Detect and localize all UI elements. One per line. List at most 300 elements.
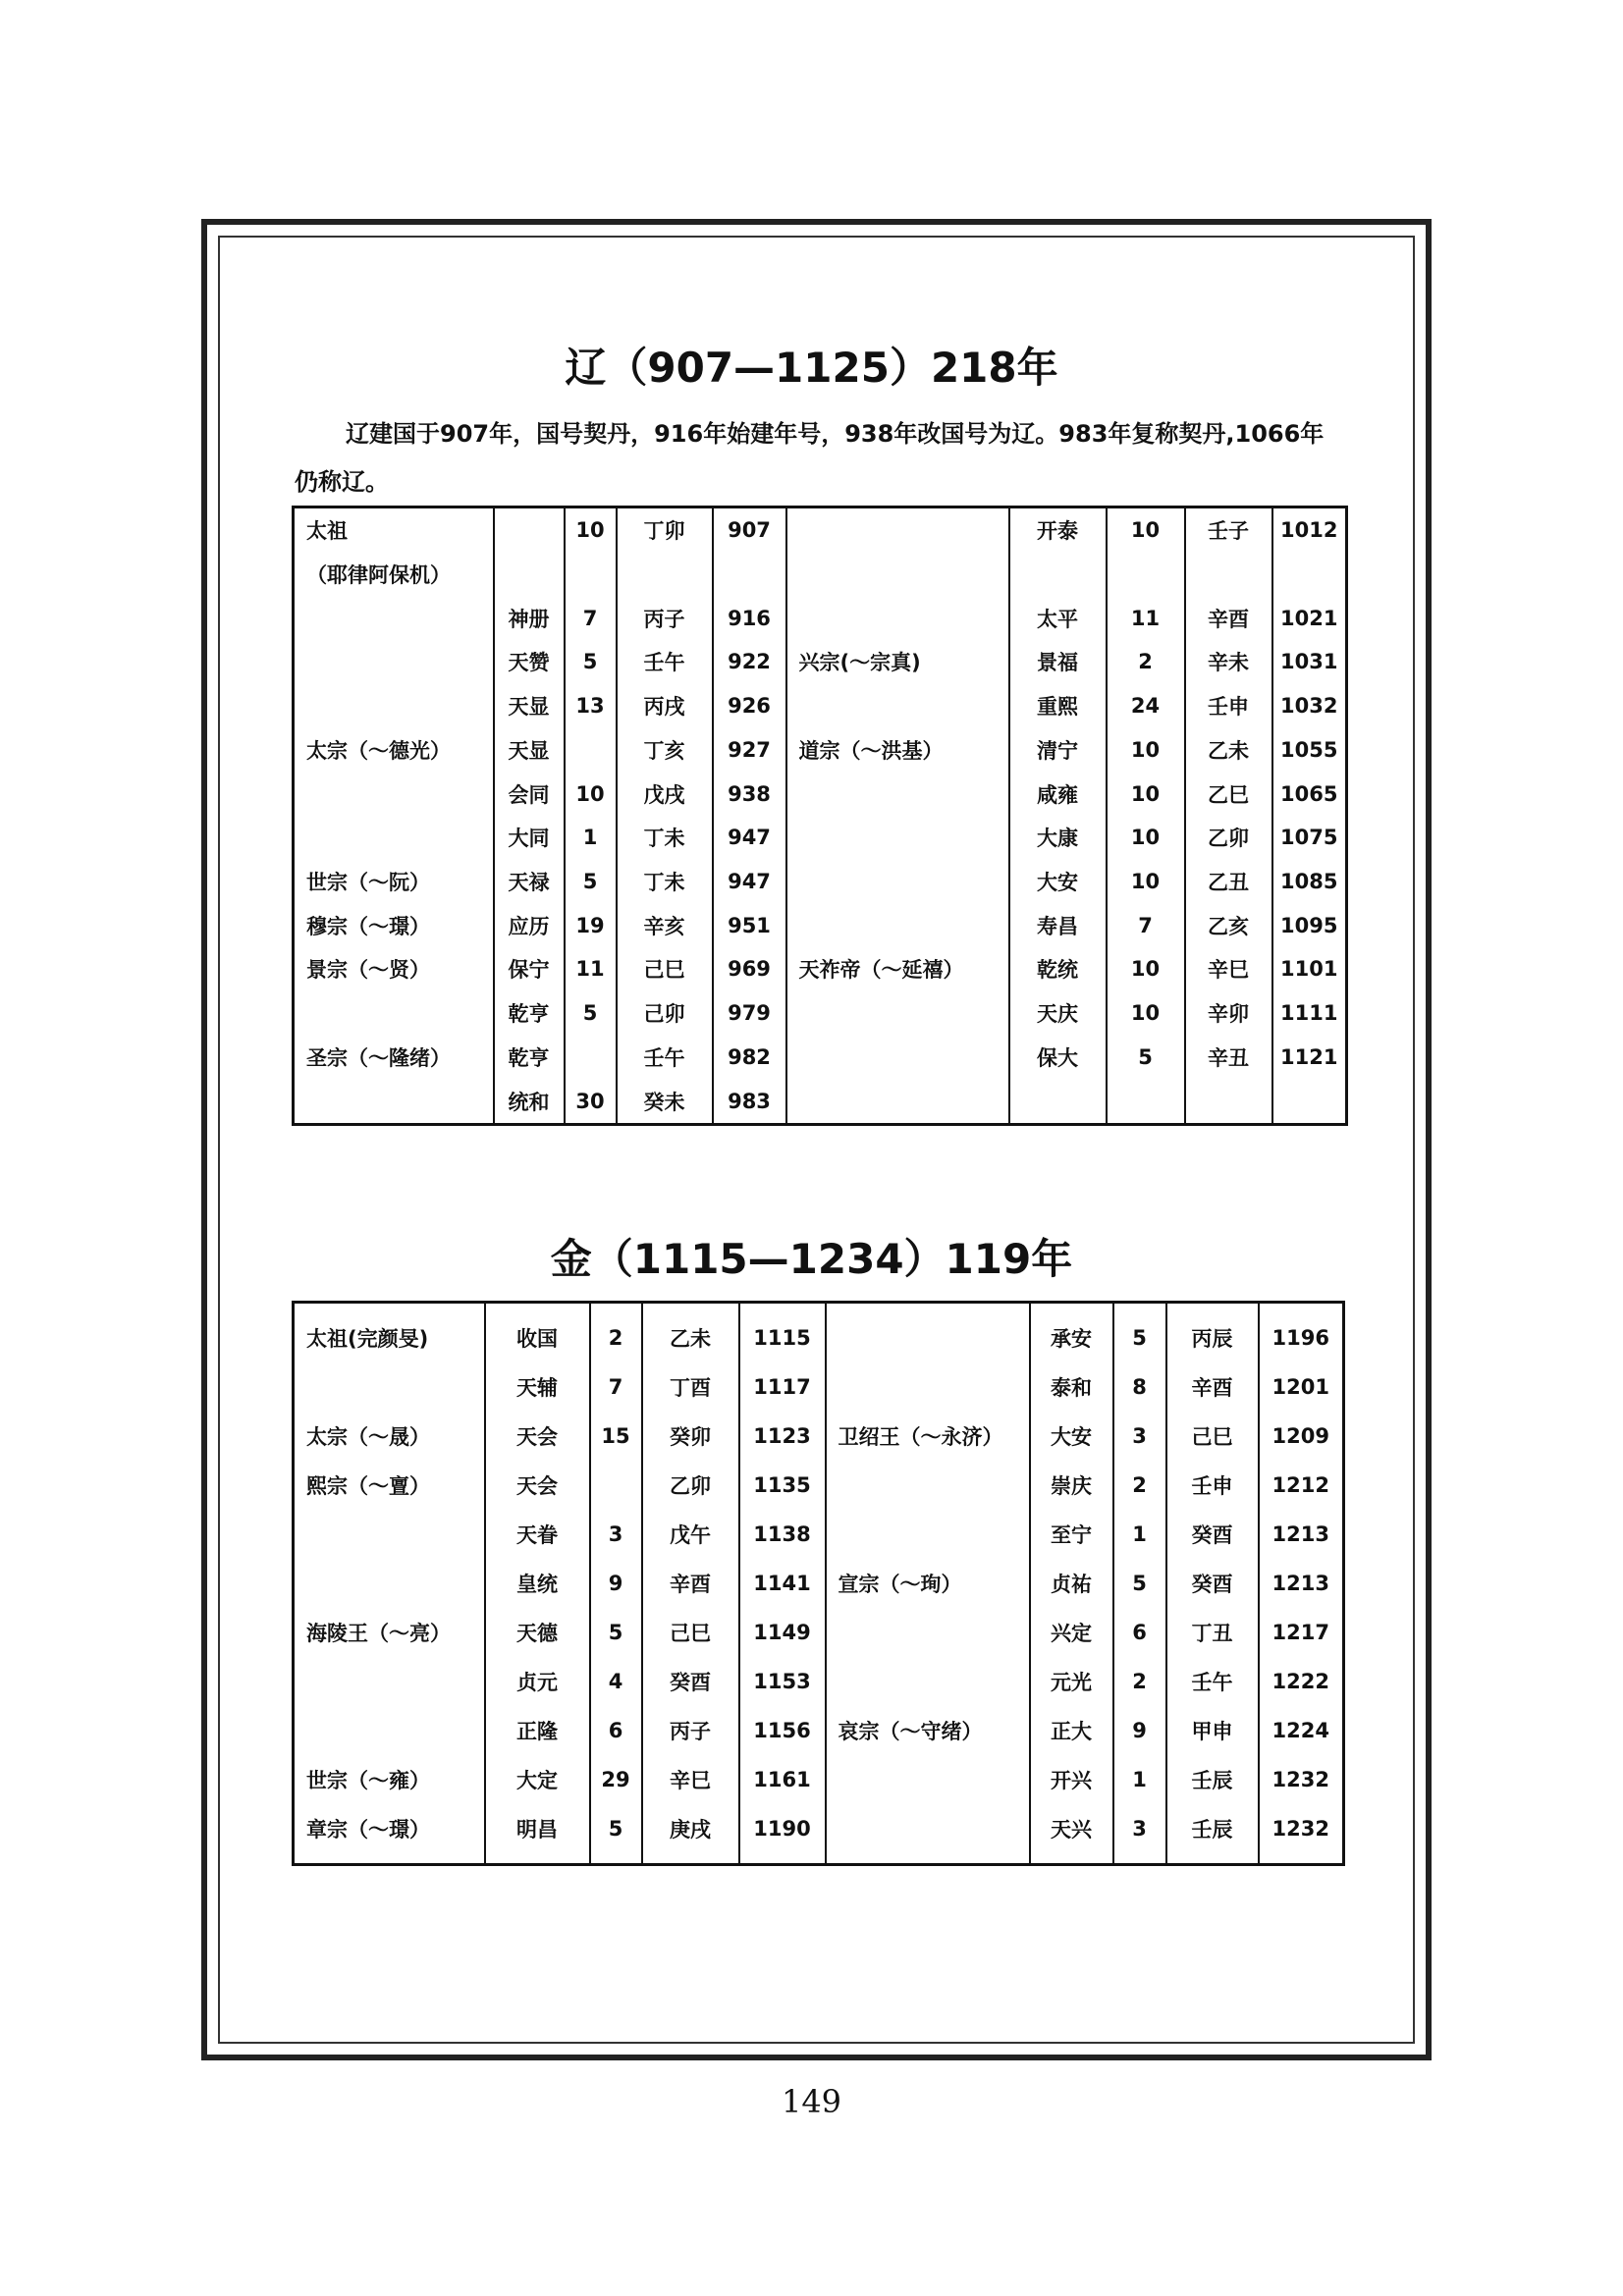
right-emperor-cell <box>786 1079 1009 1124</box>
left-era-name-cell: 大定 <box>485 1755 590 1804</box>
right-era-name-cell: 重熙 <box>1009 684 1107 728</box>
right-era-name-cell: 元光 <box>1030 1657 1113 1706</box>
right-ganzhi-cell: 己巳 <box>1166 1412 1259 1461</box>
left-start-year-cell: 982 <box>713 1035 786 1079</box>
right-ganzhi-cell: 乙未 <box>1185 728 1272 773</box>
right-ganzhi-cell: 壬辰 <box>1166 1755 1259 1804</box>
right-start-year-cell: 1201 <box>1259 1362 1344 1412</box>
left-era-name-cell: 天德 <box>485 1608 590 1657</box>
left-era-years-cell: 1 <box>565 816 617 860</box>
right-start-year-cell: 1224 <box>1259 1706 1344 1755</box>
left-era-years-cell: 30 <box>565 1079 617 1124</box>
left-emperor-cell: 世宗（～雍） <box>294 1755 485 1804</box>
left-era-name-cell: 天显 <box>494 728 565 773</box>
table-spacer <box>642 1303 739 1314</box>
left-era-years-cell: 5 <box>565 640 617 684</box>
left-era-name-cell: 天显 <box>494 684 565 728</box>
table-row <box>294 1362 1344 1412</box>
table-spacer <box>739 1853 826 1865</box>
table-row <box>294 1412 1344 1461</box>
right-era-years-cell: 24 <box>1107 684 1185 728</box>
left-start-year-cell <box>713 553 786 597</box>
table-row <box>294 1706 1344 1755</box>
left-emperor-cell: 章宗（～璟） <box>294 1804 485 1853</box>
right-ganzhi-cell: 辛丑 <box>1185 1035 1272 1079</box>
left-era-years-cell: 2 <box>590 1313 642 1362</box>
liao-title: 辽（907—1125）218年 <box>565 344 1058 392</box>
table-spacer <box>590 1303 642 1314</box>
table-spacer <box>1113 1303 1166 1314</box>
right-era-years-cell: 8 <box>1113 1362 1166 1412</box>
left-start-year-cell: 1135 <box>739 1461 826 1510</box>
right-start-year-cell: 1032 <box>1272 684 1347 728</box>
left-era-years-cell: 10 <box>565 507 617 553</box>
right-era-name-cell: 正大 <box>1030 1706 1113 1755</box>
left-era-name-cell: 统和 <box>494 1079 565 1124</box>
left-era-years-cell <box>565 553 617 597</box>
jin-reign-table <box>292 1301 1345 1866</box>
table-row <box>294 947 1347 991</box>
left-ganzhi-cell: 辛酉 <box>642 1559 739 1608</box>
right-emperor-cell: 卫绍王（～永济） <box>826 1412 1030 1461</box>
table-spacer <box>1166 1853 1259 1865</box>
left-era-name-cell: 正隆 <box>485 1706 590 1755</box>
left-era-name-cell: 天会 <box>485 1412 590 1461</box>
right-era-name-cell: 开泰 <box>1009 507 1107 553</box>
left-ganzhi-cell: 丁酉 <box>642 1362 739 1412</box>
right-ganzhi-cell: 辛酉 <box>1166 1362 1259 1412</box>
left-era-name-cell: 大同 <box>494 816 565 860</box>
table-spacer <box>826 1853 1030 1865</box>
liao-reign-table <box>292 506 1348 1126</box>
right-start-year-cell: 1222 <box>1259 1657 1344 1706</box>
right-emperor-cell <box>826 1313 1030 1362</box>
table-row <box>294 1510 1344 1559</box>
left-start-year-cell: 947 <box>713 816 786 860</box>
right-era-name-cell: 天庆 <box>1009 991 1107 1036</box>
left-start-year-cell: 947 <box>713 860 786 904</box>
left-era-name-cell: 天会 <box>485 1461 590 1510</box>
right-era-years-cell: 6 <box>1113 1608 1166 1657</box>
left-era-years-cell: 5 <box>565 991 617 1036</box>
right-emperor-cell <box>826 1804 1030 1853</box>
left-emperor-cell: 太宗（～德光） <box>294 728 494 773</box>
jin-title: 金（1115—1234）119年 <box>550 1235 1073 1283</box>
left-emperor-cell: 世宗（～阮） <box>294 860 494 904</box>
right-era-years-cell <box>1107 1079 1185 1124</box>
left-emperor-cell <box>294 991 494 1036</box>
left-ganzhi-cell: 癸卯 <box>642 1412 739 1461</box>
table-row <box>294 1461 1344 1510</box>
right-era-years-cell: 2 <box>1107 640 1185 684</box>
table-row <box>294 684 1347 728</box>
right-era-years-cell: 9 <box>1113 1706 1166 1755</box>
left-ganzhi-cell: 乙卯 <box>642 1461 739 1510</box>
right-era-name-cell: 乾统 <box>1009 947 1107 991</box>
table-spacer <box>485 1853 590 1865</box>
right-era-years-cell: 7 <box>1107 903 1185 947</box>
right-ganzhi-cell: 乙卯 <box>1185 816 1272 860</box>
table-row <box>294 772 1347 816</box>
left-era-name-cell: 贞元 <box>485 1657 590 1706</box>
right-ganzhi-cell: 壬子 <box>1185 507 1272 553</box>
table-row <box>294 640 1347 684</box>
left-era-name-cell: 皇统 <box>485 1559 590 1608</box>
right-start-year-cell <box>1272 553 1347 597</box>
table-spacer <box>642 1853 739 1865</box>
right-era-name-cell: 崇庆 <box>1030 1461 1113 1510</box>
left-emperor-cell <box>294 1657 485 1706</box>
left-era-name-cell: 乾亨 <box>494 991 565 1036</box>
right-ganzhi-cell: 辛酉 <box>1185 596 1272 640</box>
left-era-years-cell: 5 <box>590 1608 642 1657</box>
left-era-name-cell <box>494 507 565 553</box>
left-era-name-cell: 应历 <box>494 903 565 947</box>
left-start-year-cell: 1149 <box>739 1608 826 1657</box>
left-emperor-cell <box>294 1510 485 1559</box>
table-spacer <box>1030 1303 1113 1314</box>
table-row <box>294 816 1347 860</box>
right-ganzhi-cell: 壬辰 <box>1166 1804 1259 1853</box>
left-emperor-cell: 太祖 <box>294 507 494 553</box>
left-era-years-cell: 3 <box>590 1510 642 1559</box>
right-start-year-cell: 1055 <box>1272 728 1347 773</box>
left-ganzhi-cell: 己巳 <box>617 947 713 991</box>
table-row <box>294 596 1347 640</box>
right-ganzhi-cell <box>1185 553 1272 597</box>
left-era-years-cell: 10 <box>565 772 617 816</box>
right-era-years-cell: 10 <box>1107 991 1185 1036</box>
table-spacer <box>485 1303 590 1314</box>
right-ganzhi-cell: 丙辰 <box>1166 1313 1259 1362</box>
right-era-years-cell: 2 <box>1113 1657 1166 1706</box>
left-emperor-cell <box>294 684 494 728</box>
left-emperor-cell <box>294 1706 485 1755</box>
right-ganzhi-cell: 乙巳 <box>1185 772 1272 816</box>
right-start-year-cell: 1101 <box>1272 947 1347 991</box>
right-era-years-cell <box>1107 553 1185 597</box>
left-era-name-cell: 天赞 <box>494 640 565 684</box>
table-row <box>294 1657 1344 1706</box>
left-ganzhi-cell: 丁卯 <box>617 507 713 553</box>
left-ganzhi-cell: 癸未 <box>617 1079 713 1124</box>
right-emperor-cell <box>786 596 1009 640</box>
right-ganzhi-cell: 壬申 <box>1166 1461 1259 1510</box>
table-row <box>294 1608 1344 1657</box>
right-era-name-cell: 大安 <box>1030 1412 1113 1461</box>
left-start-year-cell: 1123 <box>739 1412 826 1461</box>
left-start-year-cell: 951 <box>713 903 786 947</box>
left-ganzhi-cell: 丙戌 <box>617 684 713 728</box>
left-emperor-cell <box>294 596 494 640</box>
right-ganzhi-cell: 壬午 <box>1166 1657 1259 1706</box>
right-start-year-cell: 1021 <box>1272 596 1347 640</box>
right-start-year-cell: 1232 <box>1259 1755 1344 1804</box>
table-row <box>294 991 1347 1036</box>
right-ganzhi-cell: 乙亥 <box>1185 903 1272 947</box>
right-ganzhi-cell: 丁丑 <box>1166 1608 1259 1657</box>
right-era-name-cell: 大安 <box>1009 860 1107 904</box>
right-start-year-cell: 1065 <box>1272 772 1347 816</box>
table-row <box>294 1755 1344 1804</box>
left-ganzhi-cell: 庚戌 <box>642 1804 739 1853</box>
left-ganzhi-cell: 辛亥 <box>617 903 713 947</box>
right-era-years-cell: 10 <box>1107 507 1185 553</box>
right-emperor-cell: 宣宗（～珣） <box>826 1559 1030 1608</box>
left-ganzhi-cell: 丙子 <box>617 596 713 640</box>
right-emperor-cell <box>786 991 1009 1036</box>
table-spacer <box>826 1303 1030 1314</box>
right-era-name-cell: 开兴 <box>1030 1755 1113 1804</box>
left-era-name-cell: 神册 <box>494 596 565 640</box>
table-spacer <box>294 1853 485 1865</box>
right-emperor-cell <box>826 1510 1030 1559</box>
left-ganzhi-cell: 戊午 <box>642 1510 739 1559</box>
table-row <box>294 1079 1347 1124</box>
right-start-year-cell: 1213 <box>1259 1510 1344 1559</box>
left-era-name-cell: 会同 <box>494 772 565 816</box>
left-era-name-cell: 明昌 <box>485 1804 590 1853</box>
right-start-year-cell: 1085 <box>1272 860 1347 904</box>
right-era-years-cell: 10 <box>1107 816 1185 860</box>
right-ganzhi-cell: 癸酉 <box>1166 1559 1259 1608</box>
right-era-years-cell: 3 <box>1113 1412 1166 1461</box>
left-emperor-cell: 熙宗（～亶） <box>294 1461 485 1510</box>
right-ganzhi-cell: 乙丑 <box>1185 860 1272 904</box>
table-spacer <box>1166 1303 1259 1314</box>
right-era-name-cell: 兴定 <box>1030 1608 1113 1657</box>
left-start-year-cell: 907 <box>713 507 786 553</box>
right-era-years-cell: 10 <box>1107 728 1185 773</box>
right-era-name-cell: 承安 <box>1030 1313 1113 1362</box>
left-ganzhi-cell: 壬午 <box>617 1035 713 1079</box>
left-emperor-cell <box>294 772 494 816</box>
right-ganzhi-cell: 辛巳 <box>1185 947 1272 991</box>
right-era-name-cell: 天兴 <box>1030 1804 1113 1853</box>
left-ganzhi-cell: 丙子 <box>642 1706 739 1755</box>
table-row <box>294 728 1347 773</box>
left-emperor-cell <box>294 1559 485 1608</box>
right-emperor-cell <box>826 1608 1030 1657</box>
left-start-year-cell: 979 <box>713 991 786 1036</box>
left-emperor-cell: （耶律阿保机） <box>294 553 494 597</box>
right-ganzhi-cell <box>1185 1079 1272 1124</box>
right-era-name-cell: 清宁 <box>1009 728 1107 773</box>
left-emperor-cell: 太祖(完颜旻) <box>294 1313 485 1362</box>
left-ganzhi-cell: 丁亥 <box>617 728 713 773</box>
right-start-year-cell: 1217 <box>1259 1608 1344 1657</box>
table-spacer <box>1113 1853 1166 1865</box>
left-era-name-cell: 保宁 <box>494 947 565 991</box>
left-ganzhi-cell <box>617 553 713 597</box>
right-era-name-cell: 保大 <box>1009 1035 1107 1079</box>
right-emperor-cell <box>786 1035 1009 1079</box>
right-ganzhi-cell: 癸酉 <box>1166 1510 1259 1559</box>
left-start-year-cell: 1153 <box>739 1657 826 1706</box>
left-emperor-cell: 太宗（～晟） <box>294 1412 485 1461</box>
left-ganzhi-cell: 丁未 <box>617 860 713 904</box>
left-start-year-cell: 969 <box>713 947 786 991</box>
right-emperor-cell <box>786 553 1009 597</box>
right-ganzhi-cell: 辛卯 <box>1185 991 1272 1036</box>
right-emperor-cell: 道宗（～洪基） <box>786 728 1009 773</box>
right-emperor-cell <box>786 860 1009 904</box>
right-emperor-cell <box>786 684 1009 728</box>
right-emperor-cell <box>826 1657 1030 1706</box>
left-era-name-cell: 天眷 <box>485 1510 590 1559</box>
table-spacer <box>1259 1853 1344 1865</box>
right-era-years-cell: 3 <box>1113 1804 1166 1853</box>
left-era-years-cell: 11 <box>565 947 617 991</box>
left-ganzhi-cell: 戊戌 <box>617 772 713 816</box>
right-era-name-cell: 寿昌 <box>1009 903 1107 947</box>
table-spacer <box>739 1303 826 1314</box>
right-emperor-cell: 天祚帝（～延禧） <box>786 947 1009 991</box>
right-start-year-cell: 1213 <box>1259 1559 1344 1608</box>
left-era-years-cell: 6 <box>590 1706 642 1755</box>
right-era-years-cell: 2 <box>1113 1461 1166 1510</box>
left-era-years-cell: 9 <box>590 1559 642 1608</box>
table-row <box>294 903 1347 947</box>
left-start-year-cell: 922 <box>713 640 786 684</box>
left-emperor-cell <box>294 1362 485 1412</box>
left-start-year-cell: 916 <box>713 596 786 640</box>
right-emperor-cell <box>786 816 1009 860</box>
right-era-years-cell: 10 <box>1107 772 1185 816</box>
table-spacer <box>294 1303 485 1314</box>
left-start-year-cell: 926 <box>713 684 786 728</box>
left-emperor-cell <box>294 1079 494 1124</box>
left-era-years-cell <box>565 728 617 773</box>
left-era-name-cell <box>494 553 565 597</box>
right-start-year-cell: 1121 <box>1272 1035 1347 1079</box>
left-start-year-cell: 1115 <box>739 1313 826 1362</box>
right-emperor-cell <box>826 1755 1030 1804</box>
left-era-years-cell: 7 <box>565 596 617 640</box>
right-start-year-cell: 1212 <box>1259 1461 1344 1510</box>
left-era-name-cell: 收国 <box>485 1313 590 1362</box>
left-ganzhi-cell: 壬午 <box>617 640 713 684</box>
left-era-name-cell: 天辅 <box>485 1362 590 1412</box>
left-era-years-cell: 4 <box>590 1657 642 1706</box>
left-era-years-cell <box>565 1035 617 1079</box>
left-start-year-cell: 1156 <box>739 1706 826 1755</box>
jin-table-body <box>294 1303 1344 1865</box>
right-emperor-cell <box>826 1461 1030 1510</box>
right-ganzhi-cell: 壬申 <box>1185 684 1272 728</box>
table-row <box>294 1804 1344 1853</box>
right-emperor-cell <box>786 772 1009 816</box>
left-emperor-cell: 海陵王（～亮） <box>294 1608 485 1657</box>
left-era-years-cell: 5 <box>565 860 617 904</box>
right-start-year-cell: 1196 <box>1259 1313 1344 1362</box>
table-row <box>294 553 1347 597</box>
left-ganzhi-cell: 乙未 <box>642 1313 739 1362</box>
left-start-year-cell: 1141 <box>739 1559 826 1608</box>
right-era-name-cell: 至宁 <box>1030 1510 1113 1559</box>
right-era-years-cell: 1 <box>1113 1510 1166 1559</box>
right-emperor-cell <box>786 507 1009 553</box>
table-spacer <box>1259 1303 1344 1314</box>
left-era-years-cell: 19 <box>565 903 617 947</box>
page-number: 149 <box>781 2083 842 2120</box>
right-emperor-cell <box>826 1362 1030 1412</box>
left-era-years-cell <box>590 1461 642 1510</box>
table-spacer <box>590 1853 642 1865</box>
table-row <box>294 1313 1344 1362</box>
right-ganzhi-cell: 辛未 <box>1185 640 1272 684</box>
left-start-year-cell: 983 <box>713 1079 786 1124</box>
right-start-year-cell: 1209 <box>1259 1412 1344 1461</box>
right-era-name-cell: 咸雍 <box>1009 772 1107 816</box>
left-era-years-cell: 13 <box>565 684 617 728</box>
left-start-year-cell: 1117 <box>739 1362 826 1412</box>
left-emperor-cell: 圣宗（～隆绪） <box>294 1035 494 1079</box>
left-start-year-cell: 1138 <box>739 1510 826 1559</box>
right-start-year-cell: 1075 <box>1272 816 1347 860</box>
left-ganzhi-cell: 辛巳 <box>642 1755 739 1804</box>
liao-table-body <box>294 507 1347 1125</box>
right-start-year-cell: 1232 <box>1259 1804 1344 1853</box>
left-start-year-cell: 927 <box>713 728 786 773</box>
left-ganzhi-cell: 己巳 <box>642 1608 739 1657</box>
left-emperor-cell <box>294 816 494 860</box>
table-row <box>294 1035 1347 1079</box>
right-era-name-cell <box>1009 553 1107 597</box>
right-era-years-cell: 11 <box>1107 596 1185 640</box>
right-era-years-cell: 5 <box>1113 1313 1166 1362</box>
table-row <box>294 860 1347 904</box>
left-era-name-cell: 乾亨 <box>494 1035 565 1079</box>
right-emperor-cell: 哀宗（～守绪） <box>826 1706 1030 1755</box>
right-era-name-cell: 泰和 <box>1030 1362 1113 1412</box>
right-start-year-cell: 1012 <box>1272 507 1347 553</box>
right-era-name-cell <box>1009 1079 1107 1124</box>
right-era-years-cell: 5 <box>1113 1559 1166 1608</box>
table-spacer <box>1030 1853 1113 1865</box>
right-emperor-cell: 兴宗(～宗真) <box>786 640 1009 684</box>
left-era-years-cell: 7 <box>590 1362 642 1412</box>
table-row <box>294 507 1347 553</box>
right-era-years-cell: 1 <box>1113 1755 1166 1804</box>
right-start-year-cell: 1031 <box>1272 640 1347 684</box>
left-start-year-cell: 1190 <box>739 1804 826 1853</box>
left-emperor-cell: 穆宗（～璟） <box>294 903 494 947</box>
left-era-name-cell: 天禄 <box>494 860 565 904</box>
left-ganzhi-cell: 己卯 <box>617 991 713 1036</box>
left-ganzhi-cell: 癸酉 <box>642 1657 739 1706</box>
left-start-year-cell: 1161 <box>739 1755 826 1804</box>
right-era-years-cell: 10 <box>1107 947 1185 991</box>
left-era-years-cell: 15 <box>590 1412 642 1461</box>
left-era-years-cell: 29 <box>590 1755 642 1804</box>
right-start-year-cell <box>1272 1079 1347 1124</box>
right-era-name-cell: 太平 <box>1009 596 1107 640</box>
right-start-year-cell: 1111 <box>1272 991 1347 1036</box>
right-era-years-cell: 5 <box>1107 1035 1185 1079</box>
right-era-years-cell: 10 <box>1107 860 1185 904</box>
right-emperor-cell <box>786 903 1009 947</box>
left-emperor-cell <box>294 640 494 684</box>
right-era-name-cell: 贞祐 <box>1030 1559 1113 1608</box>
left-era-years-cell: 5 <box>590 1804 642 1853</box>
left-ganzhi-cell: 丁未 <box>617 816 713 860</box>
left-start-year-cell: 938 <box>713 772 786 816</box>
table-row <box>294 1559 1344 1608</box>
right-ganzhi-cell: 甲申 <box>1166 1706 1259 1755</box>
left-emperor-cell: 景宗（～贤） <box>294 947 494 991</box>
right-era-name-cell: 大康 <box>1009 816 1107 860</box>
